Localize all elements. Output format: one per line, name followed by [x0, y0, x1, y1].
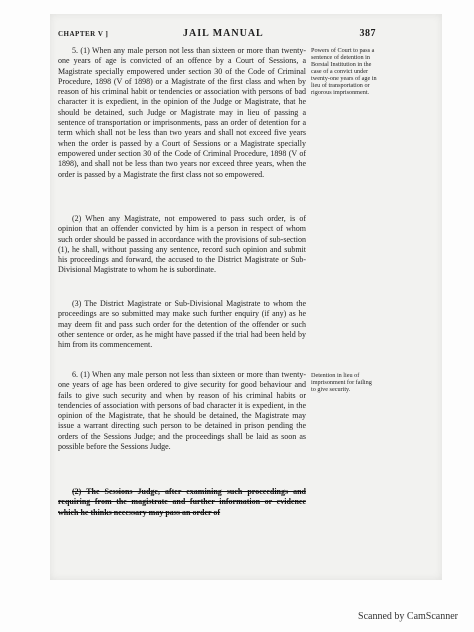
section-6-2-paragraph: (2) The Sessions Judge, after examining such proceedings and requiring from the magistrate and further information or evidence which he thinks necessary may pass an order of: [58, 487, 306, 517]
scanner-watermark: Scanned by CamScanner: [358, 611, 458, 622]
margin-note-borstal: Powers of Court to pass a sentence of detention in Borstal Institution in the case of a convict under twenty-one years of age in lieu of transportation or rigorous imprisonment.: [311, 47, 377, 96]
section-5-2-paragraph: (2) When any Magistrate, not empowered to pass such order, is of opinion that an offender convicted by him is a person in respect of whom such order should be passed in accordance with the provisions of sub-section (1), he shall, without passing any sentence, record such opinion and submit his proceedings and forward, the accused to the District Magistrate or Sub-Divisional Magistrate to whom he is subordinate.: [58, 214, 306, 275]
page-number: 387: [359, 28, 376, 39]
section-5-3-paragraph: (3) The District Magistrate or Sub-Divisional Magistrate to whom the proceedings are so submitted may make such further enquiry (if any) as he may deem fit and pass such order for the detention of the offender or such other sentence or order, as he might have passed if the trial had been held by him from its commencement.: [58, 299, 306, 350]
section-6-1-paragraph: 6. (1) When any male person not less than sixteen or more than twenty-one years of age has been ordered to give security for good behaviour and fails to give such security and when by reason of his criminal habits or tendencies of association with persons of bad character it is expedient, in the opinion of the Magistrate, that he should be detained, the Magistrate may issue a warrant directing such person to be detained in prison pending the orders of the Sessions Judge; and the proceedings shall be laid as soon as possible before the Sessions Judge.: [58, 370, 306, 452]
page-title: JAIL MANUAL: [183, 28, 264, 39]
margin-note-security: Detention in lieu of imprisonment for failing to give security.: [311, 372, 372, 393]
section-5-1-paragraph: 5. (1) When any male person not less than sixteen or more than twenty-one years of age is convicted of an offence by a Court of Sessions, a Magistrate specially empowered under section 30 of the Code of Criminal Procedure, 1898 (V of 1898) or a Magistrate of the first class and when by reason of his criminal habit or tendencies or association with persons of bad character it is expedient, in the opinion of the Judge or Magistrate, that he should be detained, such Judge or Magistrate may in lieu of passing a sentence of transportation or imprisonments, pass an order of detention for a term which shall not be less than two years and shall not exceed five years when the order is passed by a Court of Sessions or a Magistrate specially empowered under section 30 of the Code of Criminal Procedure, 1898 (V of 1898), and shall not be less than two years nor exceed three years, when the order is passed by a Magistrate the first class not so empowered.: [58, 46, 306, 179]
page-header: [58, 28, 376, 42]
chapter-label: CHAPTER V ]: [58, 30, 109, 38]
